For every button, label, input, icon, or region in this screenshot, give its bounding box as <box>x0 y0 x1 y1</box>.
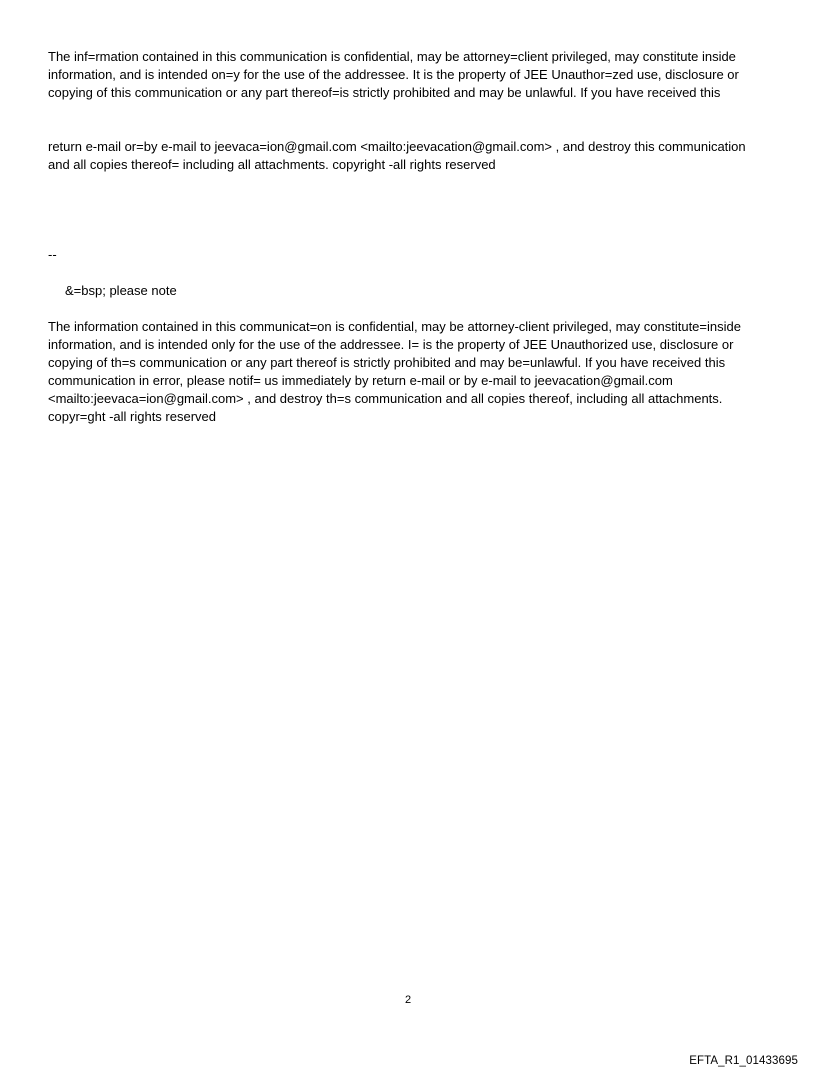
disclaimer-paragraph-1: The inf=rmation contained in this communication is confidential, may be attorney=client privileged, may constitute inside information, and is intended on=y for the use of the addressee. It is the property of JEE Unauthor=zed use, disclosure or copying of this communication or any part thereof=is strictly prohibited and may be unlawful. If you have received this <box>48 49 739 100</box>
signature-separator: -- <box>48 247 57 262</box>
document-id: EFTA_R1_01433695 <box>689 1055 798 1067</box>
disclaimer-paragraph-3: The information contained in this communicat=on is confidential, may be attorney-client privileged, may constitute=inside information, and is intended only for the use of the addressee. I= is the property of JEE Unauthorized use, disclosure or copying of th=s communication or any part thereof is strictly prohibited and may be=unlawful. If you have received this communication in error, please notif= us immediately by return e-mail or by e-mail to jeevacation@gmail.com <mailto:jeevaca=ion@gmail.com> , and destroy th=s communication and all copies thereof, including all attachments. copyr=ght -all rights reserved <box>48 319 741 424</box>
page-number: 2 <box>404 994 412 1006</box>
disclaimer-paragraph-2: return e-mail or=by e-mail to jeevaca=ion@gmail.com <mailto:jeevacation@gmail.com> , and destroy this communication and all copies thereof= including all attachments. copyright -all rights reserved <box>48 139 746 172</box>
please-note-line: &=bsp; please note <box>65 283 177 298</box>
